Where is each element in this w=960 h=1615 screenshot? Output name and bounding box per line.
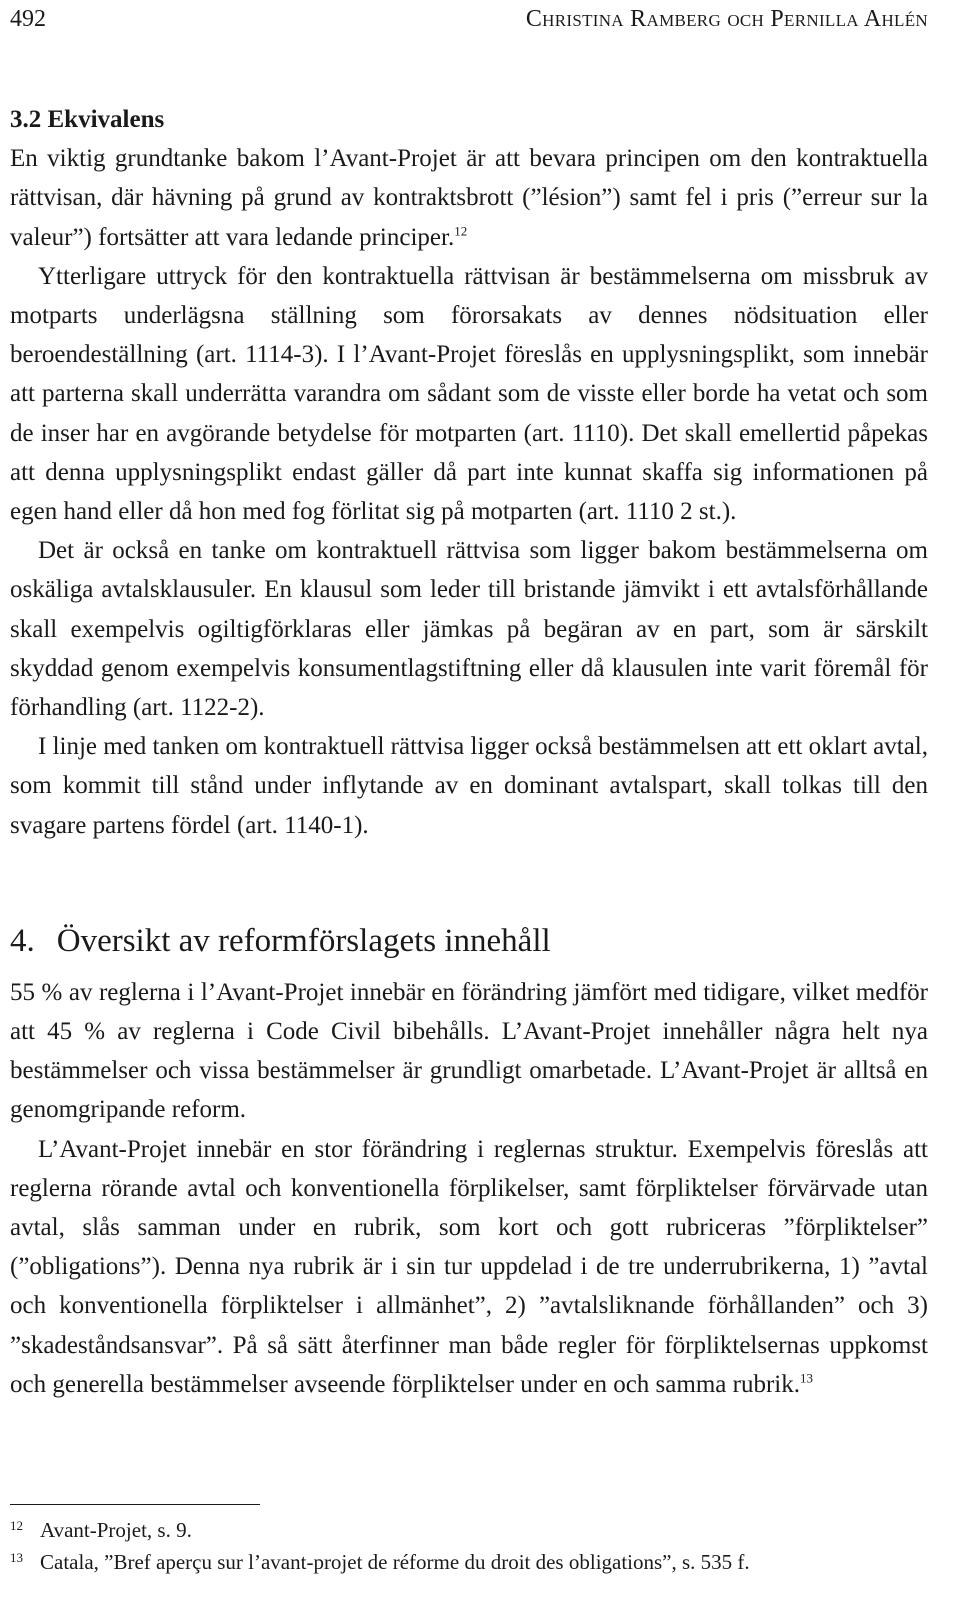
footnote-number: 12 xyxy=(10,1518,23,1533)
footnote xyxy=(10,1546,928,1578)
paragraph-text: L’Avant-Projet innebär en stor förändring i reglernas struktur. Exempelvis föreslås att reglerna rörande avtal och konventionella förplikelser, samt förpliktelser förvärvade utan avtal, slås samman under en rubrik, som kort och gott rubriceras ”förpliktelser” (”obligations”). Denna nya rubrik är i sin tur uppdelad i de tre underrubrikerna, 1) ”avtal och konventionella förpliktelser i allmänhet”, 2) ”avtalsliknande förhållanden” och 3) ”skadeståndsansvar”. På så sätt återfinner man både regler för förpliktelsernas uppkomst och generella bestämmelser avseende förpliktelser under en och samma rubrik. xyxy=(10,1135,928,1398)
section-title: Översikt av reformförslagets innehåll xyxy=(56,922,551,959)
paragraph-text: En viktig grundtanke bakom l’Avant-Projet är att bevara principen om den kontraktuella rättvisan, där hävning på grund av kontraktsbrott (”lésion”) samt fel i pris (”erreur sur la valeur”) fortsätter att vara ledande principer. xyxy=(10,145,928,251)
page-number: 492 xyxy=(10,6,46,32)
paragraph xyxy=(10,1130,928,1404)
paragraph xyxy=(10,973,928,1130)
footnote-number: 13 xyxy=(10,1550,23,1565)
footnote-list xyxy=(10,1514,928,1578)
paragraph-text: Ytterligare uttryck för den kontraktuella rättvisan är bestämmelserna om missbruk av motparts underlägsna ställning som förorsakats av dennes nödsituation eller beroendeställning (art. 1114-3). I l’Avant-Projet föreslås en upplysningsplikt, som innebär att parterna skall underrätta varandra om sådant som de visste eller borde ha vetat och som de inser har en avgörande betydelse för motparten (art. 1110). Det skall emellertid påpekas att denna upplysningsplikt endast gäller då part inte kunnat skaffa sig informationen på egen hand eller då hon med fog förlitat sig på motparten (art. 1110 2 st.). xyxy=(10,262,928,526)
subsection-title: 3.2 Ekvivalens xyxy=(10,106,165,133)
footnote xyxy=(10,1514,928,1546)
running-head xyxy=(10,2,928,36)
paragraph-text: Det är också en tanke om kontraktuell rättvisa som ligger bakom bestämmelserna om oskäliga avtalsklausuler. En klausul som leder till bristande jämvikt i ett avtalsförhållande skall exempelvis ogiltigförklaras eller jämkas på begäran av en part, som är särskilt skyddad genom exempelvis konsumentlagstiftning eller då klausulen inte varit föremål för förhandling (art. 1122-2). xyxy=(10,537,928,722)
paragraph xyxy=(10,139,928,257)
paragraph-text: I linje med tanken om kontraktuell rättvisa ligger också bestämmelsen att ett oklart avtal, som kommit till stånd under inflytande av en dominant avtalspart, skall tolkas till den svagare partens fördel (art. 1140-1). xyxy=(10,733,929,839)
running-title: Christina Ramberg och Pernilla Ahlén xyxy=(525,6,928,32)
body-text xyxy=(10,100,928,1404)
section-number: 4. xyxy=(10,922,35,959)
paragraph xyxy=(10,531,928,727)
paragraph-text: 55 % av reglerna i l’Avant-Projet innebär en förändring jämfört med tidigare, vilket medför att 45 % av reglerna i Code Civil bibehålls. L’Avant-Projet innehåller några helt nya bestämmelser och vissa bestämmelser är grundligt omarbetade. L’Avant-Projet är alltså en genomgripande reform. xyxy=(10,978,928,1124)
footnote-text: Avant-Projet, s. 9. xyxy=(40,1518,192,1542)
footnote-text: Catala, ”Bref aperçu sur l’avant-projet de réforme du droit des obligations”, s. 535 f. xyxy=(40,1550,750,1574)
footnote-ref[interactable]: 13 xyxy=(799,1370,813,1386)
section-heading xyxy=(10,919,928,963)
footnote-ref[interactable]: 12 xyxy=(454,223,468,239)
paragraph xyxy=(10,257,928,531)
footnote-rule xyxy=(10,1504,260,1505)
paragraph xyxy=(10,727,928,845)
